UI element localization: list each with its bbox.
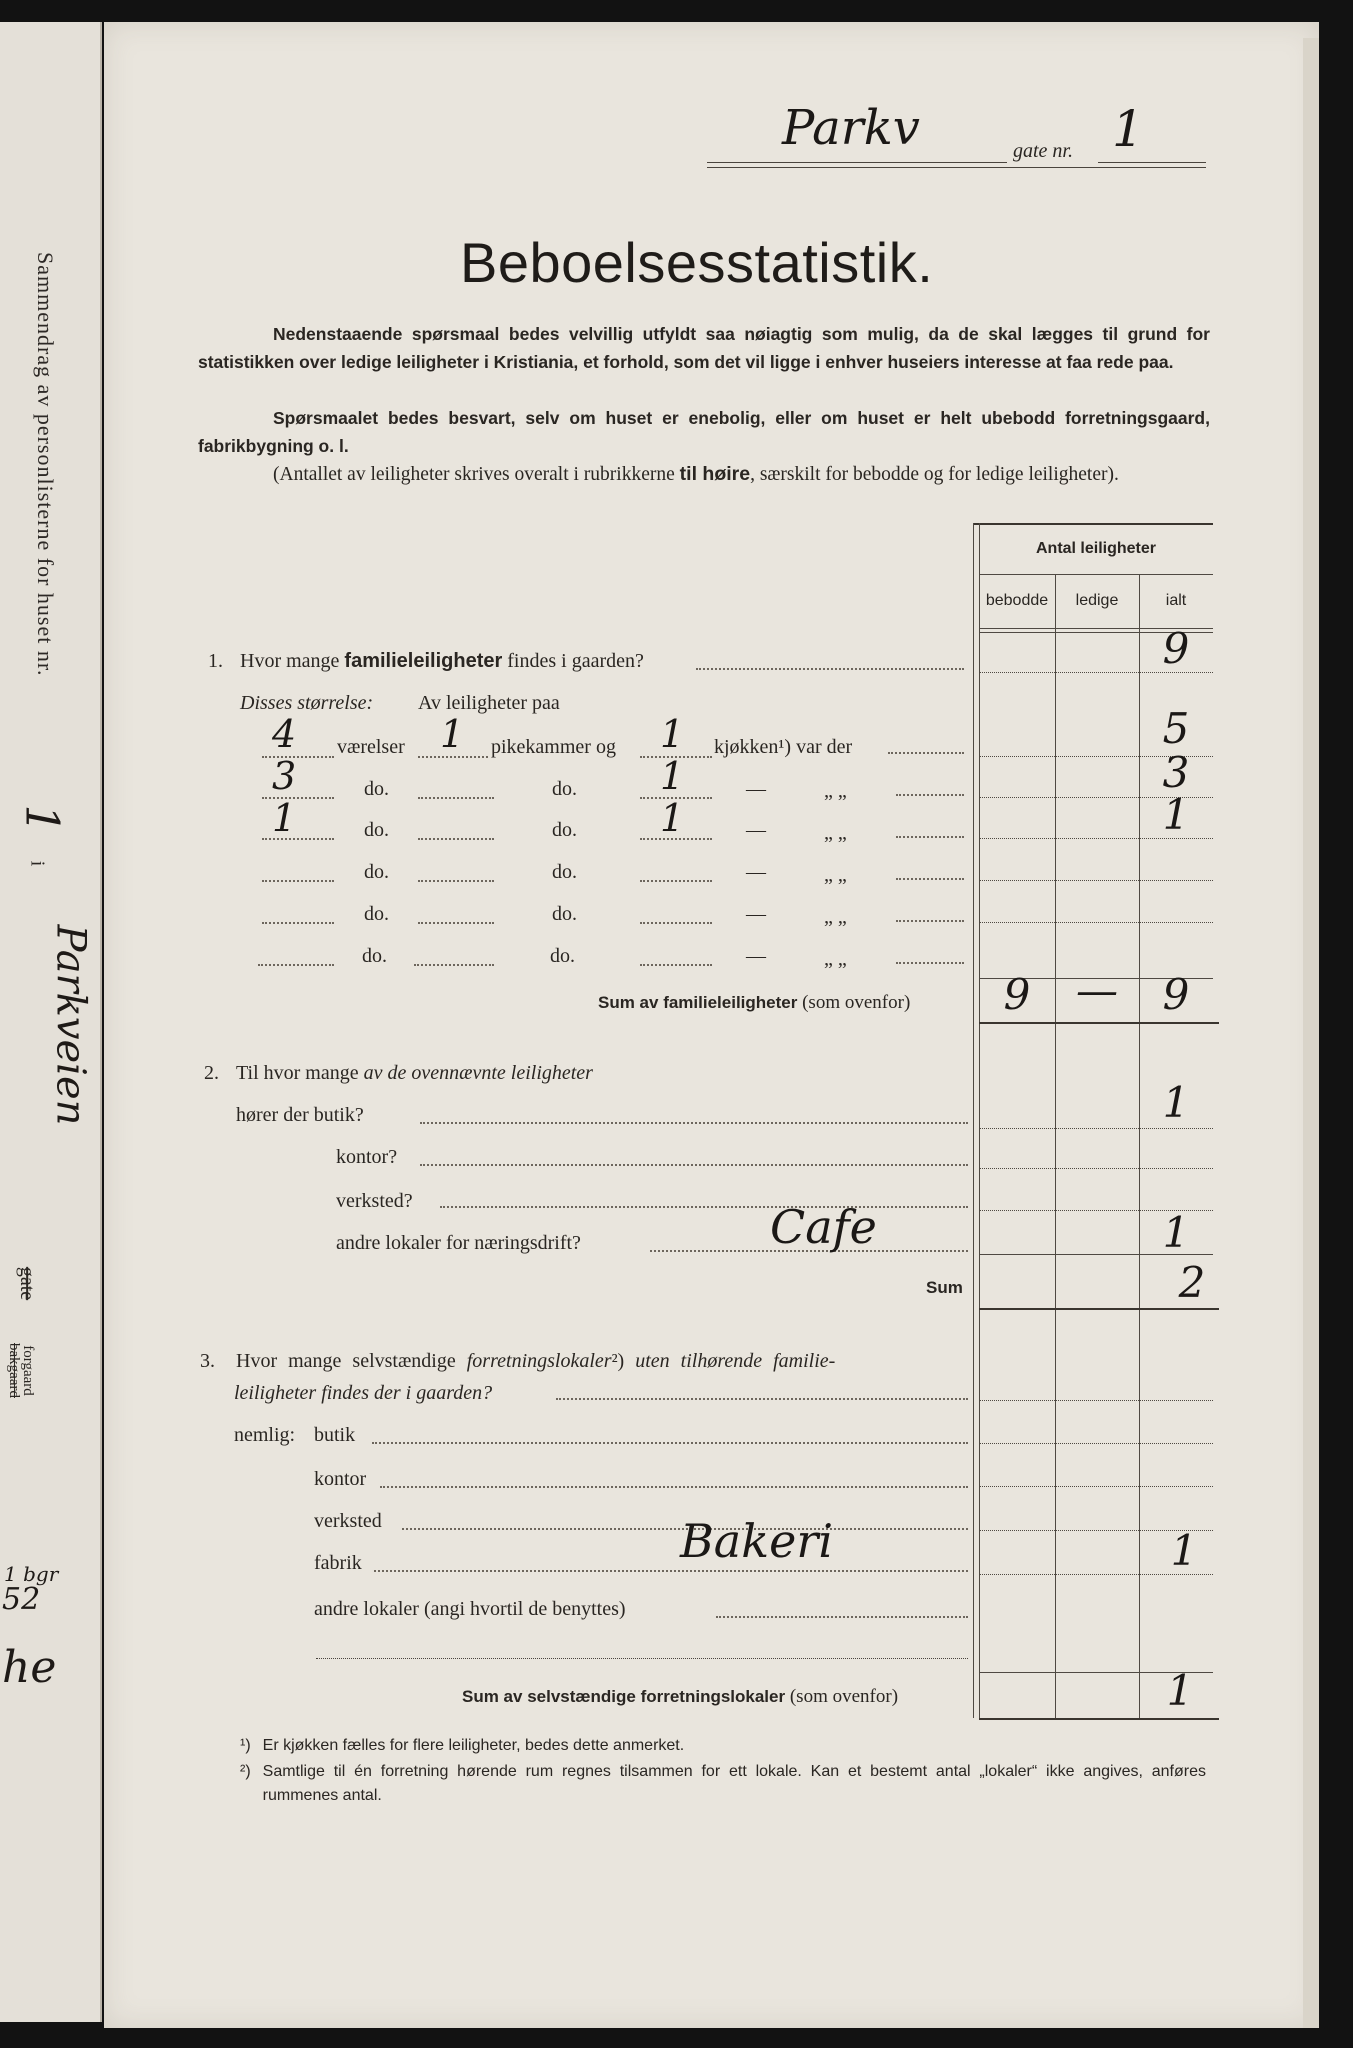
header-street-line [707, 162, 1007, 163]
q1-sum-label [598, 992, 910, 1014]
q1-row5-dash: — [746, 903, 766, 925]
left-page-hand-nr: 1 [15, 804, 70, 834]
q1-row3-kj-hand: 1 [660, 796, 685, 840]
q2-andre-hand: Cafe [770, 1200, 877, 1254]
q3-butik-dots [372, 1442, 968, 1444]
q2-kontor-label: kontor? [336, 1146, 398, 1168]
q1-row2-leader [896, 794, 964, 796]
intro-p3-a: (Antallet av leiligheter skrives overalt i rubrikkerne [273, 464, 680, 485]
left-page-strip [0, 22, 102, 2022]
table-head-ledige: ledige [1075, 592, 1119, 609]
q1-row1-vaer: værelser [337, 736, 405, 758]
q1-row6-kj-dots [640, 964, 712, 966]
q2-verksted-label: verksted? [336, 1190, 413, 1212]
q2-butik-dots [420, 1122, 968, 1124]
q1-row3-rooms-hand: 1 [272, 796, 297, 840]
q3-nemlig: nemlig: [234, 1424, 296, 1446]
q1-sum-label-b: (som ovenfor) [797, 992, 911, 1013]
q1-row2-pike-dots [418, 797, 494, 799]
footnote-2 [240, 1760, 1206, 1808]
footnote-1-mark: ¹) [240, 1737, 251, 1754]
left-page-gate: gate [16, 1266, 39, 1301]
q3-text-a: Hvor mange selvstændige [236, 1350, 467, 1372]
left-page-hand-num: 52 [2, 1582, 41, 1617]
q1-row4-vaer: do. [364, 861, 389, 883]
footnote-2-text: Samtlige til én forretning hørende rum regnes tilsammen for ett lokale. Kan et bestemt antal „lokaler“ ikke angives, anføres rummenes antal. [262, 1763, 1206, 1804]
q1-row2-kj-hand: 1 [660, 754, 685, 798]
q1-question [240, 650, 644, 673]
page-title: Beboelsesstatistik. [460, 231, 934, 294]
q3-line2-dots [556, 1398, 968, 1400]
q2-andre-label: andre lokaler for næringsdrift? [336, 1232, 581, 1254]
q1-row1-pike: pikekammer og [491, 736, 616, 758]
q1-row1-pike-dots [418, 756, 488, 758]
intro-paragraph-1 [198, 320, 1210, 376]
footnote-1-text: Er kjøkken fælles for flere leiligheter, bedes dette anmerket. [262, 1737, 685, 1754]
q3-text-b: forretningslokaler [466, 1350, 612, 1372]
q1-row3-kj-dots [640, 838, 712, 840]
q1-row1-kj: kjøkken¹) var der [714, 736, 853, 758]
q1-row6-ditto: „ „ [824, 948, 847, 970]
q1-row2-ialt: 3 [1162, 748, 1190, 797]
q1-row5-kj-dots [640, 922, 712, 924]
intro-paragraph-3 [198, 460, 1210, 489]
q3-kontor-dots [380, 1486, 968, 1488]
q3-fabrik-dots [374, 1570, 968, 1572]
q3-text-c: ²) [611, 1350, 636, 1372]
header-street-hand: Parkv [782, 100, 920, 156]
q1-leader-dots [696, 668, 964, 670]
q1-size-label-2: Av leiligheter paa [418, 692, 560, 714]
header-nr-hand: 1 [1112, 100, 1144, 158]
q1-ialt-value: 9 [1162, 624, 1190, 673]
q1-text-b: familieleiligheter [344, 650, 503, 672]
q1-row6-dash: — [746, 945, 766, 967]
q1-sum-ledige: — [1076, 966, 1118, 1015]
q1-sum-bebodde: 9 [1003, 970, 1031, 1019]
q3-andre-label: andre lokaler (angi hvortil de benyttes) [314, 1598, 626, 1620]
header-nr-line [1098, 162, 1206, 163]
q2-text-a: Til hvor mange [236, 1062, 364, 1084]
q2-sum-value: 2 [1178, 1258, 1206, 1307]
q3-text-d: uten tilhørende familie- [635, 1350, 836, 1372]
table-head-ialt: ialt [1165, 592, 1187, 609]
q3-kontor-label: kontor [314, 1468, 367, 1490]
q1-row4-kj-dots [640, 880, 712, 882]
q1-row6-rooms-dots [258, 964, 334, 966]
q1-row6-leader [896, 962, 964, 964]
header-gate-nr-label: gate nr. [1013, 140, 1073, 162]
q3-sum-value: 1 [1166, 1666, 1194, 1715]
left-page-hand-street: Parkveien [47, 924, 94, 1126]
intro-p2-text: Spørsmaalet bedes besvart, selv om huset er enebolig, eller om huset er helt ubebodd forretningsgaard, fabrikbygning o. l. [198, 408, 1210, 456]
q1-row6-pike-dots [414, 964, 494, 966]
intro-p3-c: , særskilt for bebodde og for ledige leiligheter). [750, 464, 1119, 485]
q2-text-b: av de ovennævnte leiligheter [363, 1062, 593, 1084]
left-page-hand-fragment: he [2, 1642, 57, 1693]
q1-row2-rooms-hand: 3 [272, 754, 297, 798]
q2-andre-value: 1 [1162, 1208, 1190, 1257]
q3-sum-label-b: (som ovenfor) [785, 1686, 899, 1707]
q1-row3-ditto: „ „ [824, 822, 847, 844]
q1-row1-ialt: 5 [1162, 704, 1190, 753]
q1-row2-vaer: do. [364, 778, 389, 800]
q1-row3-rooms-dots [262, 838, 334, 840]
q1-row5-ditto: „ „ [824, 906, 847, 928]
q1-text-c: findes i gaarden? [502, 650, 644, 672]
q1-row3-pike: do. [552, 819, 577, 841]
q1-row3-leader [896, 836, 964, 838]
q1-row3-vaer: do. [364, 819, 389, 841]
q1-row3-pike-dots [418, 838, 494, 840]
q1-row1-leader [888, 752, 964, 754]
q1-row4-pike-dots [418, 880, 494, 882]
intro-paragraph-2 [198, 404, 1210, 460]
left-page-bakgaard: bakgaard [5, 1343, 22, 1398]
q3-fabrik-value: 1 [1170, 1526, 1198, 1575]
q1-row3-ialt: 1 [1162, 790, 1190, 839]
table-head-group: Antal leiligheter [1035, 540, 1157, 557]
q2-butik-label: hører der butik? [236, 1104, 364, 1126]
q1-number: 1. [208, 650, 223, 672]
q1-row4-rooms-dots [262, 880, 334, 882]
q1-row5-rooms-dots [262, 922, 334, 924]
q2-verksted-dots [440, 1206, 968, 1208]
footnote-1 [240, 1734, 684, 1758]
intro-p1-text: Nedenstaaende spørsmaal bedes velvillig utfyldt saa nøiagtig som mulig, da de skal lægges til grund for statistikken over ledige leiligheter i Kristiania, et forhold, som det vil ligge i enhver huseiers interesse at faa rede paa. [198, 324, 1210, 372]
q1-row4-ditto: „ „ [824, 864, 847, 886]
q1-row6-vaer: do. [362, 945, 387, 967]
left-page-forgaard: forgaard [19, 1345, 36, 1396]
q1-row5-vaer: do. [364, 903, 389, 925]
left-page-vertical-text: Sammendrag av personlisterne for huset nr. [33, 252, 58, 677]
q1-row3-dash: — [746, 819, 766, 841]
footnote-2-mark: ²) [240, 1763, 251, 1780]
left-page-i: i [26, 860, 49, 867]
q1-row4-pike: do. [552, 861, 577, 883]
q2-number: 2. [204, 1062, 219, 1084]
q1-row1-kj-hand: 1 [660, 712, 685, 756]
q3-question [236, 1350, 835, 1373]
q3-sum-label [462, 1686, 898, 1708]
q3-fabrik-hand: Bakeri [680, 1514, 834, 1568]
q1-row2-pike: do. [552, 778, 577, 800]
q3-andre-writein-line [316, 1658, 968, 1659]
intro-p3-b: til høire [679, 463, 751, 485]
q1-row6-pike: do. [550, 945, 575, 967]
q3-verksted-label: verksted [314, 1510, 382, 1532]
page-edge [1303, 38, 1319, 2028]
q1-text-a: Hvor mange [240, 650, 345, 672]
q3-question-line2: leiligheter findes der i gaarden? [234, 1382, 493, 1404]
q3-andre-dots [716, 1616, 968, 1618]
q1-row1-pike-hand: 1 [440, 712, 465, 756]
q2-question [236, 1062, 593, 1085]
header-double-line [707, 167, 1206, 168]
q1-sum-label-a: Sum av familieleiligheter [598, 993, 798, 1012]
q2-sum-label: Sum [926, 1278, 963, 1297]
q3-fabrik-label: fabrik [314, 1552, 362, 1574]
q1-row4-dash: — [746, 861, 766, 883]
left-page-hand-bgr: 1 bgr [4, 1562, 59, 1586]
q1-row5-pike: do. [552, 903, 577, 925]
q1-row2-ditto: „ „ [824, 780, 847, 802]
q1-row5-pike-dots [418, 922, 494, 924]
q1-sum-ialt: 9 [1162, 970, 1190, 1019]
q3-sum-label-a: Sum av selvstændige forretningslokaler [462, 1687, 786, 1706]
q1-row1-rooms-hand: 4 [272, 712, 297, 756]
q1-row4-leader [896, 878, 964, 880]
table-head-bebodde: bebodde [985, 592, 1049, 609]
q3-number: 3. [200, 1350, 215, 1372]
q1-size-label: Disses størrelse: [240, 692, 374, 714]
q1-row2-dash: — [746, 778, 766, 800]
q3-butik-label: butik [314, 1424, 356, 1446]
q2-kontor-dots [420, 1164, 968, 1166]
q2-butik-value: 1 [1162, 1078, 1190, 1127]
q1-row5-leader [896, 920, 964, 922]
